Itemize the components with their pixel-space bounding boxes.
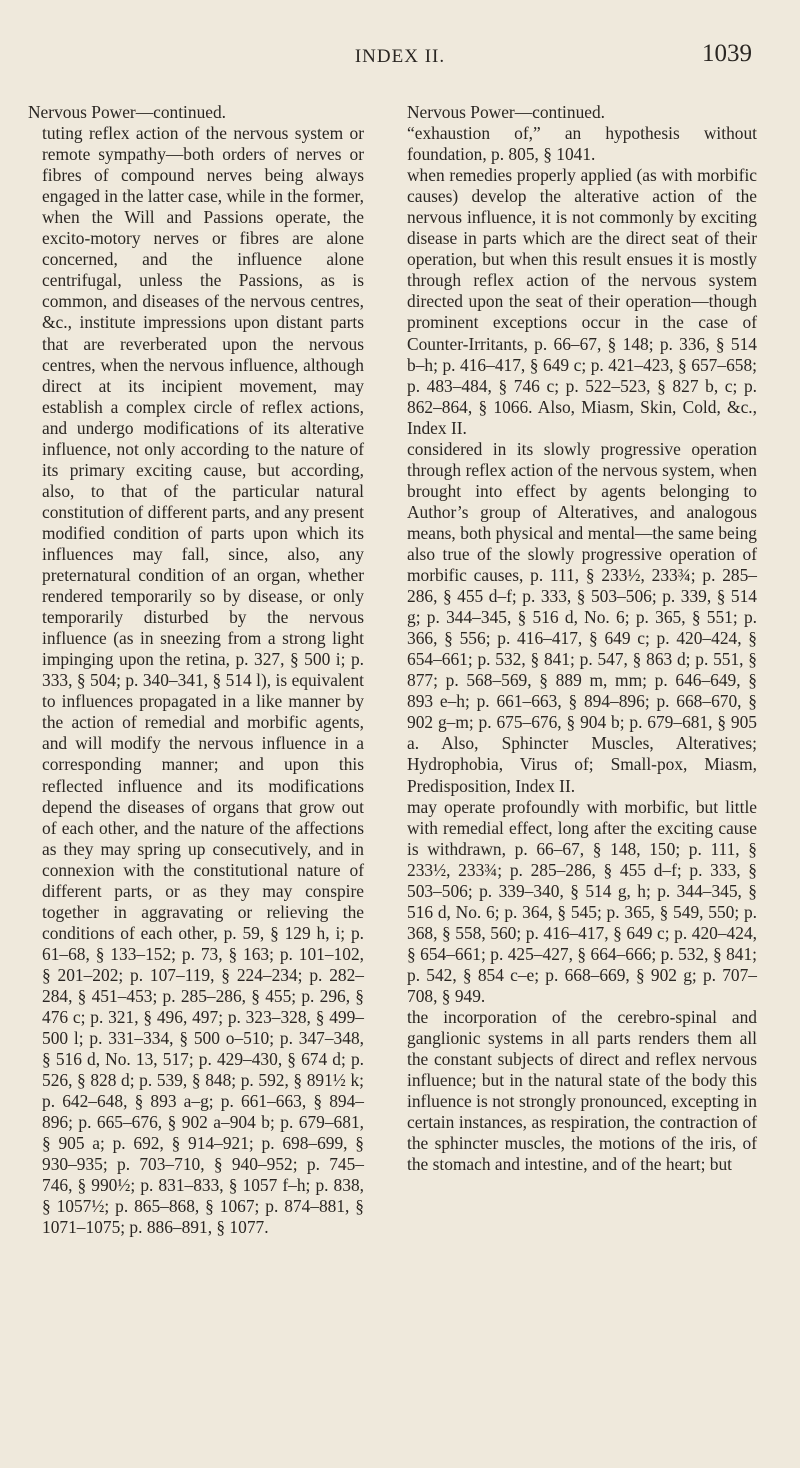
left-column [28,102,364,1239]
entry-heading: Nervous Power—continued. [407,102,606,122]
subentry-progressive-operation: considered in its slowly progressive operation through reflex action of the nervous system, when brought into effect by agents belonging to Author’s group of Alteratives, and analogous means, both physical and mental—the same being also true of the slowly progressive operation of morbific causes, p. 111, § 233½, 233¾; p. 285–286, § 455 d–f; p. 333, § 503–506; p. 339, § 514 g; p. 344–345, § 516 d, No. 6; p. 365, § 551; p. 366, § 556; p. 416–417, § 649 c; p. 420–424, § 654–661; p. 532, § 841; p. 547, § 863 d; p. 551, § 877; p. 568–569, § 889 m, mm; p. 646–649, § 893 e–h; p. 661–663, § 894–896; p. 668–670, § 902 g–m; p. 675–676, § 904 b; p. 679–681, § 905 a. Also, Sphincter Muscles, Alteratives; Hydrophobia, Virus of; Small-pox, Miasm, Predisposition, Index II. [407,438,757,796]
running-header: INDEX II. [354,46,446,67]
right-column [407,102,757,1175]
subentry-exhaustion: “exhaustion of,” an hypothesis without foundation, p. 805, § 1041. [407,123,757,165]
page-number: 1039 [702,40,752,67]
subentry-morbific-effect: may operate profoundly with morbific, but little with remedial effect, long after the exciting cause is withdrawn, p. 66–67, § 148, 150; p. 111, § 233½, 233¾; p. 285–286, § 455 d–f; p. 333, § 503–506; p. 339–340, § 514 g, h; p. 344–345, § 516 d, No. 6; p. 364, § 545; p. 365, § 549, 550; p. 368, § 558, 560; p. 416–417, § 649 c; p. 420–424, § 654–661; p. 425–427, § 664–666; p. 532, § 841; p. 542, § 854 c–e; p. 668–669, § 902 g; p. 707–708, § 949. [407,796,757,1006]
subentry-incorporation: the incorporation of the cerebro-spinal and ganglionic systems in all parts renders them all the constant subjects of direct and reflex nervous influence; but in the natural state of the body this influence is not strongly pronounced, excepting in certain instances, as respiration, the contraction of the sphincter muscles, the motions of the iris, of the stomach and intestine, and of the heart; but [407,1007,757,1175]
subentry-remedies: when remedies properly applied (as with morbific causes) develop the alterative action of the nervous influence, it is not commonly by exciting disease in parts which are the direct seat of their operation, but when this result ensues it is mostly through reflex action of the nervous system directed upon the seat of their operation—though prominent exceptions occur in the case of Counter-Irritants, p. 66–67, § 148; p. 336, § 514 b–h; p. 416–417, § 649 c; p. 421–423, § 657–658; p. 483–484, § 746 c; p. 522–523, § 827 b, c; p. 862–864, § 1066. Also, Miasm, Skin, Cold, &c., Index II. [407,165,757,438]
entry-heading: Nervous Power—continued. [28,102,227,122]
entry-text: tuting reflex action of the nervous system or remote sympathy—both orders of nerves or fibres of compound nerves being always engaged in the latter case, while in the former, when the Will and Passions operate, the excito-motory nerves or fibres are alone concerned, and the influence alone centrifugal, unless the Passions, as is common, and diseases of the nervous centres, &c., institute impressions upon distant parts that are reverberated upon the nervous centres, when the nervous influence, although direct at its incipient movement, may establish a complex circle of reflex actions, and undergo modifications of its alterative influence, not only according to the nature of its primary exciting cause, but according, also, to that of the particular natural constitution of different parts, and any present modified condition of parts upon which its influences may fall, since, also, any preternatural condition of an organ, whether rendered temporarily so by disease, or only temporarily disturbed by the nervous influence (as in sneezing from a strong light impinging upon the retina, p. 327, § 500 i; p. 333, § 504; p. 340–341, § 514 l), is equivalent to influences propagated in a like manner by the action of remedial and morbific agents, and will modify the nervous influence in a corresponding manner; and upon this reflected influence and its modifications depend the diseases of organs that grow out of each other, and the nature of the affections as they may spring up consecutively, and in connexion with the constitutional nature of different parts, or as they may conspire together in aggravating or relieving the conditions of each other, p. 59, § 129 h, i; p. 61–68, § 133–152; p. 73, § 163; p. 101–102, § 201–202; p. 107–119, § 224–234; p. 282–284, § 451–453; p. 285–286, § 455; p. 296, § 476 c; p. 321, § 496, 497; p. 323–328, § 499–500 l; p. 331–334, § 500 o–510; p. 347–348, § 516 d, No. 13, 517; p. 429–430, § 674 d; p. 526, § 828 d; p. 539, § 848; p. 592, § 891½ k; p. 642–648, § 893 a–g; p. 661–663, § 894–896; p. 665–676, § 902 a–904 b; p. 679–681, § 905 a; p. 692, § 914–921; p. 698–699, § 930–935; p. 703–710, § 940–952; p. 745–746, § 990½; p. 831–833, § 1057 f–h; p. 838, § 1057½; p. 865–868, § 1067; p. 874–881, § 1071–1075; p. 886–891, § 1077. [42,123,364,1238]
